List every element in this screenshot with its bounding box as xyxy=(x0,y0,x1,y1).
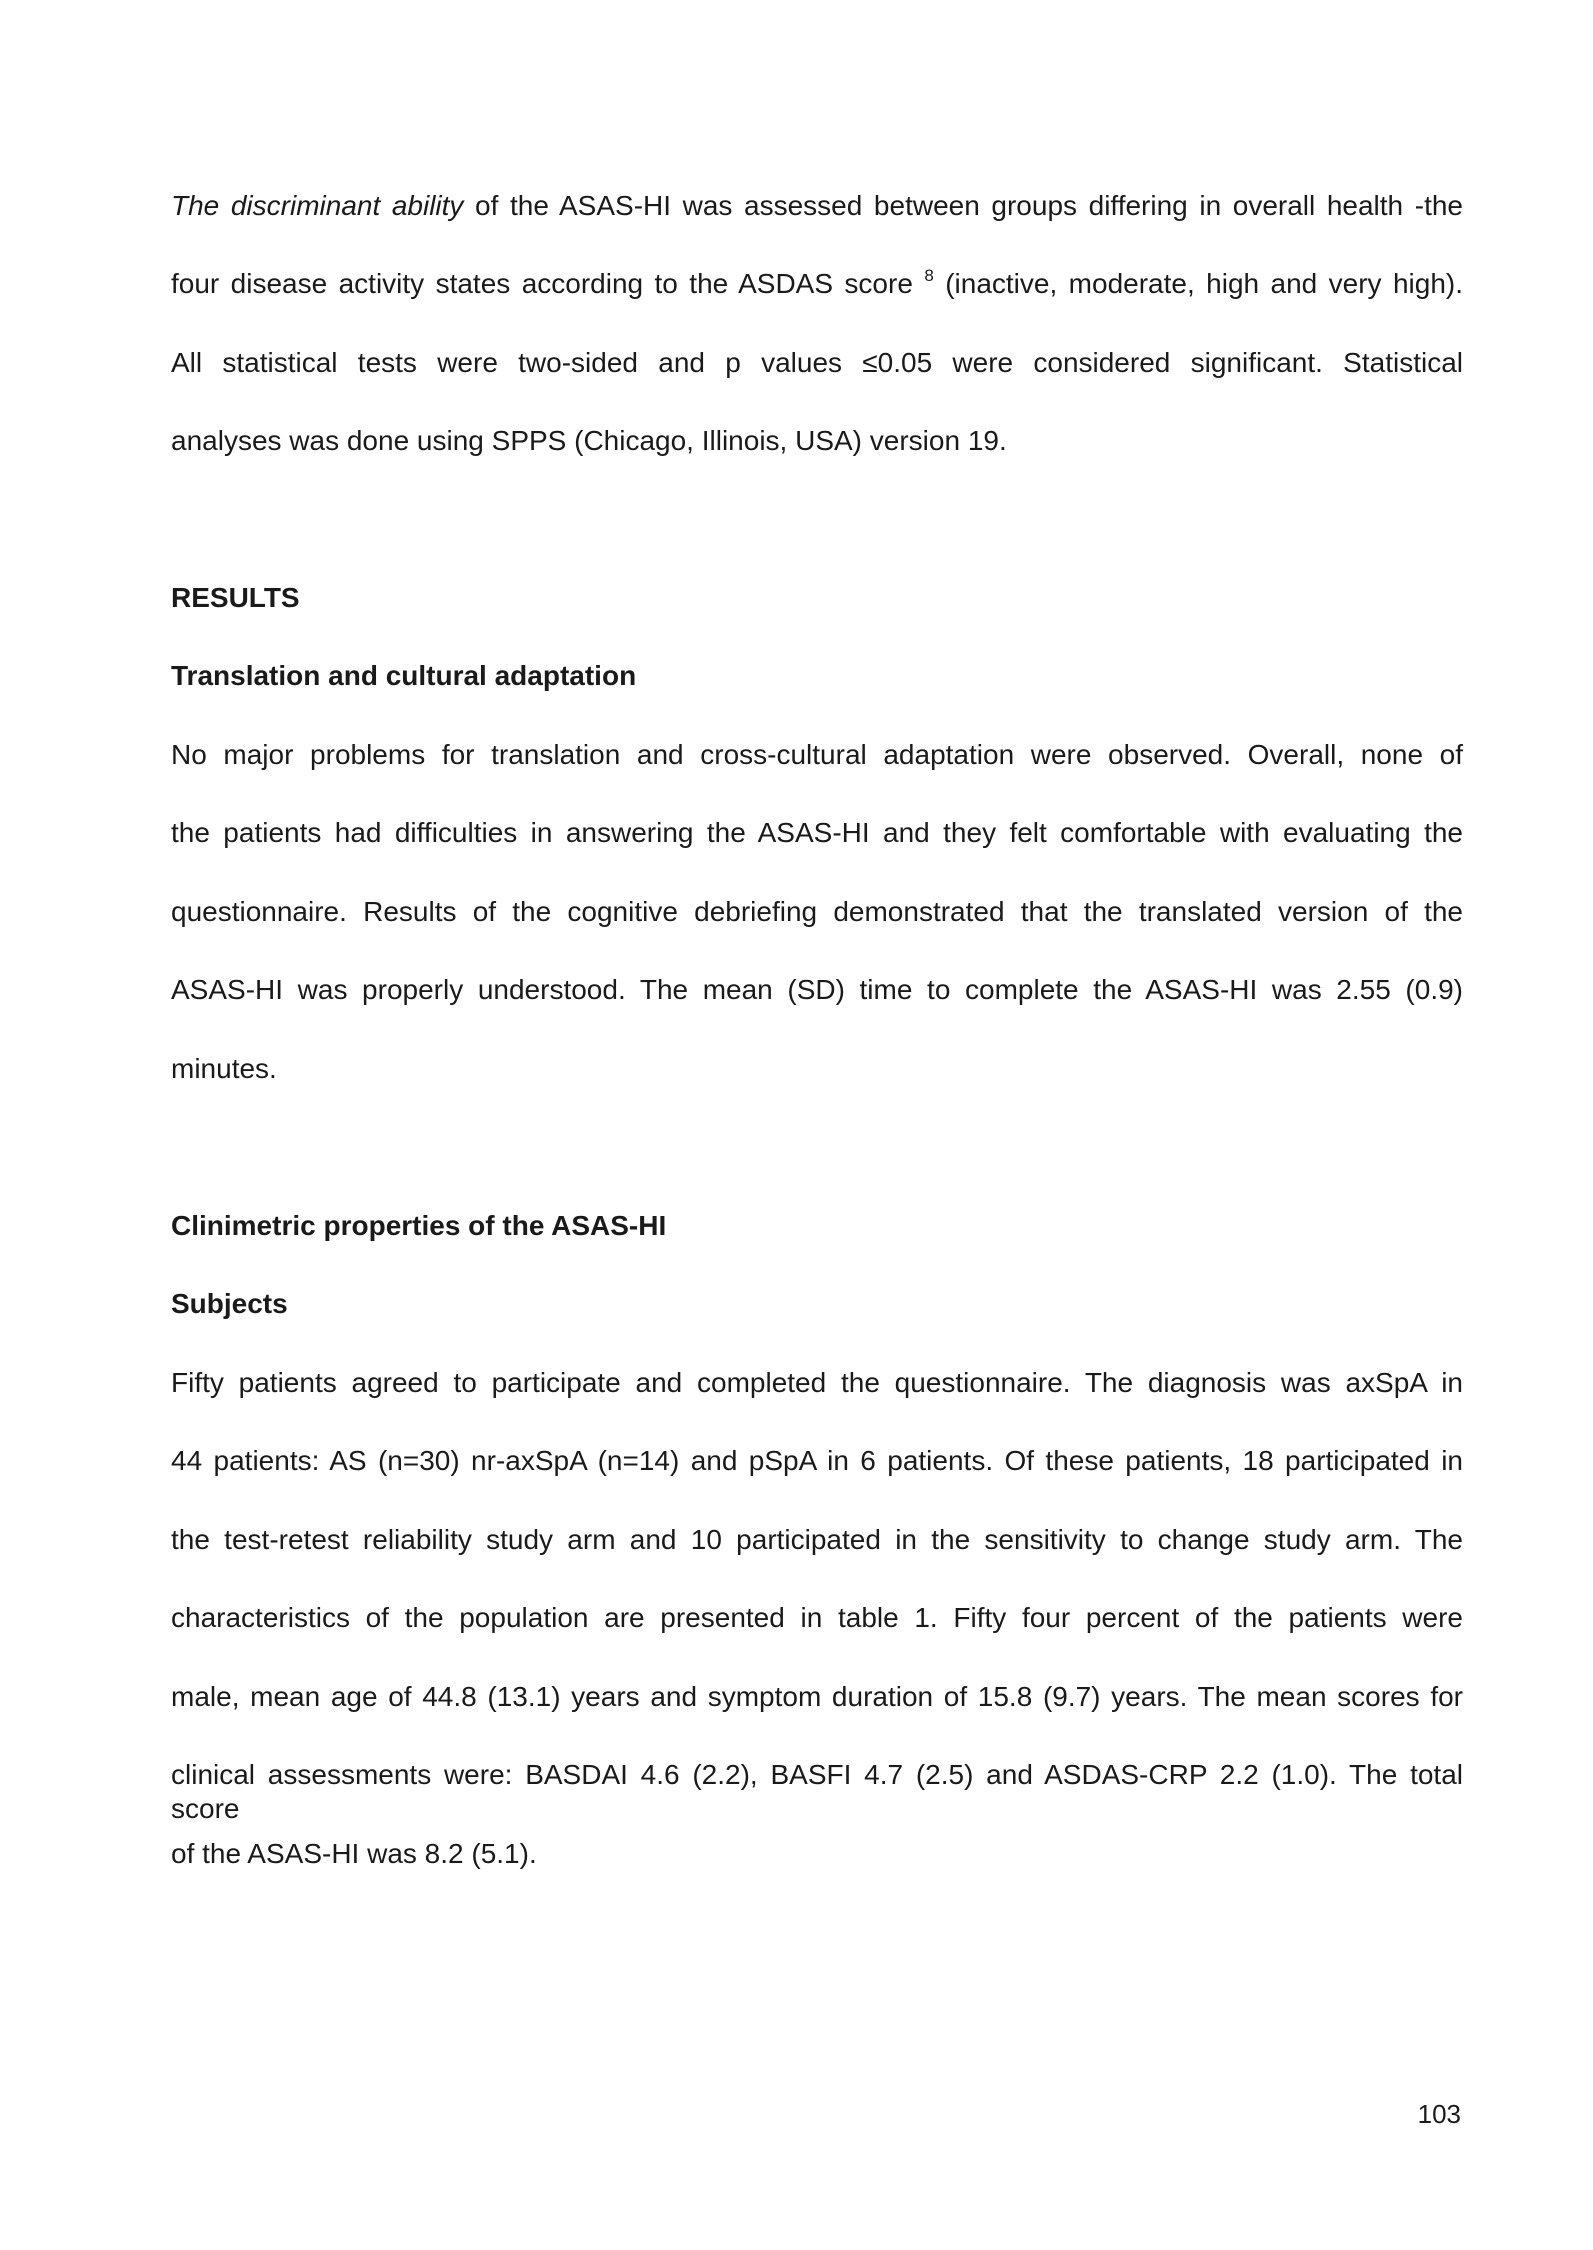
methods-line-2 xyxy=(171,267,1463,301)
subjects-line-6: clinical assessments were: BASDAI 4.6 (2.2), BASFI 4.7 (2.5) and ASDAS-CRP 2.2 (1.0). The total score xyxy=(171,1759,1463,1824)
methods-line-1 xyxy=(171,189,1463,223)
methods-line-1-text: of the ASAS-HI was assessed between groups differing in overall health -the xyxy=(463,190,1463,221)
translation-line-2: the patients had difficulties in answering the ASAS-HI and they felt comfortable with evaluating the xyxy=(171,817,1463,848)
translation-line-4: ASAS-HI was properly understood. The mean (SD) time to complete the ASAS-HI was 2.55 (0.9) xyxy=(171,974,1463,1005)
subjects-line-3: the test-retest reliability study arm and 10 participated in the sensitivity to change study arm. The xyxy=(171,1524,1463,1555)
subjects-heading: Subjects xyxy=(171,1288,288,1319)
methods-line-2-after: (inactive, moderate, high and very high). xyxy=(933,268,1463,299)
subjects-line-2: 44 patients: AS (n=30) nr-axSpA (n=14) and pSpA in 6 patients. Of these patients, 18 participated in xyxy=(171,1445,1463,1476)
subjects-line-5: male, mean age of 44.8 (13.1) years and symptom duration of 15.8 (9.7) years. The mean scores for xyxy=(171,1681,1463,1712)
discriminant-ability-emphasis: The discriminant ability xyxy=(171,190,464,221)
translation-line-3: questionnaire. Results of the cognitive debriefing demonstrated that the translated version of the xyxy=(171,896,1463,927)
translation-line-1: No major problems for translation and cross-cultural adaptation were observed. Overall, none of xyxy=(171,739,1463,770)
page-number: 103 xyxy=(1417,2099,1461,2129)
methods-line-2-before: four disease activity states according to the ASDAS score xyxy=(171,268,925,299)
subjects-line-7: of the ASAS-HI was 8.2 (5.1). xyxy=(171,1838,537,1869)
results-heading: RESULTS xyxy=(171,582,300,613)
methods-line-3: All statistical tests were two-sided and p values ≤0.05 were considered significant. Statistical xyxy=(171,347,1463,378)
reference-superscript: 8 xyxy=(924,266,934,285)
subjects-line-1: Fifty patients agreed to participate and completed the questionnaire. The diagnosis was axSpA in xyxy=(171,1367,1463,1398)
translation-line-5: minutes. xyxy=(171,1053,277,1084)
subjects-line-4: characteristics of the population are presented in table 1. Fifty four percent of the patients were xyxy=(171,1602,1463,1633)
translation-heading: Translation and cultural adaptation xyxy=(171,660,637,691)
clinimetric-heading: Clinimetric properties of the ASAS-HI xyxy=(171,1210,667,1241)
methods-line-4: analyses was done using SPPS (Chicago, Illinois, USA) version 19. xyxy=(171,425,1007,456)
